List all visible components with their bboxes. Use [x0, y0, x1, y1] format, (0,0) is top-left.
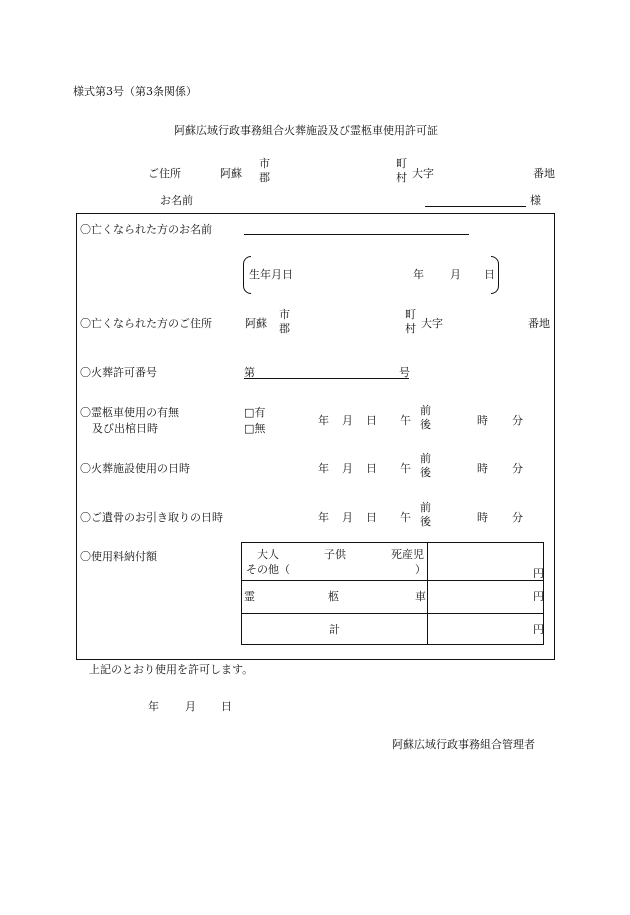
permit-go: 号 — [399, 366, 410, 379]
issue-month: 月 — [185, 700, 196, 713]
issue-year: 年 — [148, 700, 159, 713]
issuer-name: 阿蘇広域行政事務組合管理者 — [392, 738, 535, 751]
facility-ato: 後 — [420, 466, 431, 479]
deceased-shi-char: 市 — [279, 308, 290, 321]
hearse-hour: 時 — [477, 414, 488, 427]
fee-column-divider — [427, 543, 428, 644]
fee-row-divider-2 — [242, 613, 543, 614]
fee-table — [241, 542, 544, 645]
fee-label: 〇使用料納付額 — [80, 550, 157, 563]
fee-hearse-sha: 車 — [415, 590, 426, 603]
fee-child: 子供 — [324, 548, 346, 561]
deceased-gun-char: 郡 — [279, 322, 290, 335]
ashes-go: 午 — [400, 511, 411, 524]
banchi-label: 番地 — [533, 167, 555, 180]
facility-zen: 前 — [420, 452, 431, 465]
birth-label: 生年月日 — [249, 268, 293, 281]
oaza-label: 大字 — [412, 167, 434, 180]
ashes-month: 月 — [342, 511, 353, 524]
birth-day: 日 — [484, 268, 495, 281]
deceased-machi-char: 町 — [405, 308, 416, 321]
fee-hearse-kyu: 柩 — [328, 590, 339, 603]
ashes-day: 日 — [366, 511, 377, 524]
town-village-stack — [396, 157, 407, 185]
deceased-banchi: 番地 — [528, 317, 550, 330]
permission-statement: 上記のとおり使用を許可します。 — [89, 663, 254, 676]
issue-day: 日 — [221, 700, 232, 713]
facility-go: 午 — [400, 462, 411, 475]
ashes-zen: 前 — [420, 501, 431, 514]
fee-adult: 大人 — [257, 548, 279, 561]
deceased-mura-char: 村 — [405, 322, 416, 335]
deceased-address-label: 〇亡くなられた方のご住所 — [80, 317, 212, 330]
hearse-day: 日 — [366, 414, 377, 427]
hearse-minute: 分 — [512, 414, 523, 427]
hearse-zen: 前 — [420, 404, 431, 417]
hearse-no-checkbox[interactable]: □無 — [244, 422, 266, 435]
birth-year: 年 — [413, 268, 424, 281]
mura-char: 村 — [396, 171, 407, 184]
hearse-ampm-stack — [420, 404, 431, 432]
ashes-label: 〇ご遺骨のお引き取りの日時 — [80, 511, 223, 524]
address-aso: 阿蘇 — [220, 167, 242, 180]
hearse-yes-checkbox[interactable]: □有 — [244, 406, 266, 419]
facility-label: 〇火葬施設使用の日時 — [80, 462, 190, 475]
hearse-ato: 後 — [420, 418, 431, 431]
fee-yen-3: 円 — [533, 623, 544, 636]
deceased-name-line — [244, 234, 469, 235]
fee-stillborn: 死産児 — [391, 548, 424, 561]
facility-minute: 分 — [512, 462, 523, 475]
gun-char: 郡 — [259, 171, 270, 184]
address-label: ご住所 — [148, 167, 181, 180]
ashes-year: 年 — [318, 511, 329, 524]
ashes-ampm-stack — [420, 501, 431, 529]
machi-char: 町 — [396, 157, 407, 170]
ashes-minute: 分 — [512, 511, 523, 524]
facility-ampm-stack — [420, 452, 431, 480]
hearse-label-1: 〇霊柩車使用の有無 — [80, 406, 179, 419]
fee-yen-1: 円 — [533, 567, 544, 580]
deceased-aso: 阿蘇 — [245, 317, 267, 330]
fee-other: その他（ — [246, 563, 290, 576]
permit-label: 〇火葬許可番号 — [80, 366, 157, 379]
deceased-city-county-stack — [279, 308, 290, 336]
permit-line — [244, 378, 409, 379]
permit-dai: 第 — [244, 366, 255, 379]
fee-other-close: ） — [415, 563, 426, 576]
fee-hearse-rei: 霊 — [244, 590, 255, 603]
birth-month: 月 — [450, 268, 461, 281]
shi-char: 市 — [259, 157, 270, 170]
fee-row-divider-1 — [242, 580, 543, 581]
fee-total: 計 — [329, 623, 340, 636]
hearse-label-2: 及び出棺日時 — [92, 422, 158, 435]
facility-month: 月 — [342, 462, 353, 475]
name-label: お名前 — [160, 194, 193, 207]
deceased-oaza: 大字 — [421, 317, 443, 330]
facility-day: 日 — [366, 462, 377, 475]
ashes-hour: 時 — [477, 511, 488, 524]
hearse-year: 年 — [318, 414, 329, 427]
fee-yen-2: 円 — [533, 590, 544, 603]
page-title: 阿蘇広域行政事務組合火葬施設及び霊柩車使用許可証 — [174, 124, 438, 137]
facility-year: 年 — [318, 462, 329, 475]
hearse-go: 午 — [400, 414, 411, 427]
sama-label: 様 — [530, 194, 541, 207]
deceased-name-label: 〇亡くなられた方のお名前 — [80, 223, 212, 236]
ashes-ato: 後 — [420, 515, 431, 528]
hearse-month: 月 — [342, 414, 353, 427]
city-county-stack — [259, 157, 270, 185]
deceased-town-village-stack — [405, 308, 416, 336]
facility-hour: 時 — [477, 462, 488, 475]
form-number: 様式第3号（第3条関係） — [73, 85, 197, 98]
name-underline — [425, 206, 526, 207]
